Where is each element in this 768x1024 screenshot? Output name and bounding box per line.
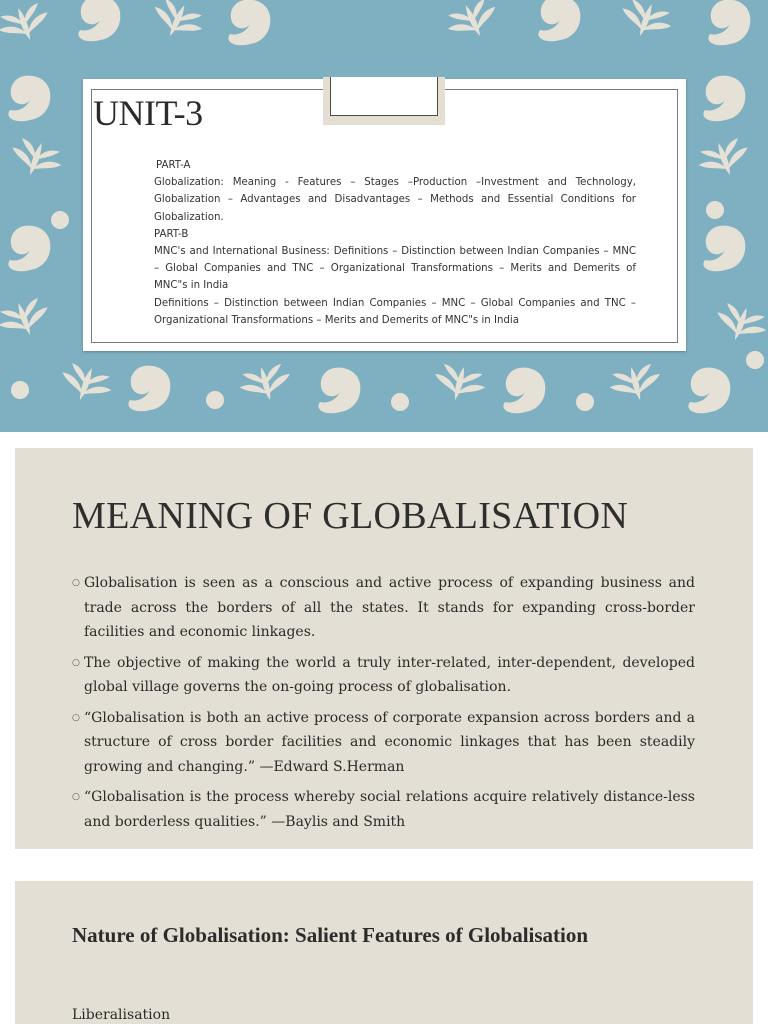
bullet-text: Globalisation is seen as a conscious and active process of expanding business and trade across the borders of all the states. It stands for expanding cross-border facilities and economic linkages.	[84, 575, 695, 640]
part-b-text-2: Definitions – Distinction between Indian Companies – MNC – Global Companies and TNC – Organizational Transformations – Merits and Demerits of MNC"s in India	[154, 297, 636, 326]
bullet-text: “Globalisation is both an active process of corporate expansion across borders and a structure of cross border facilities and economic linkages that has been steadily growing and changing.” —Edward S.Herman	[84, 709, 695, 775]
list-item	[72, 571, 695, 645]
title-tab-box	[330, 77, 438, 116]
hollow-circle-bullet-icon: ○	[72, 578, 80, 588]
bullet-list	[72, 571, 695, 840]
list-item	[72, 706, 695, 780]
syllabus-text	[154, 157, 636, 329]
hollow-circle-bullet-icon: ○	[72, 657, 80, 668]
part-b-text-1: MNC's and International Business: Definitions – Distinction between Indian Companies – MNC – Global Companies and TNC – Organizational Transformations – Merits and Demerits of MNC"s in India	[154, 246, 636, 292]
part-b-label: PART-B	[154, 228, 189, 240]
pattern-row-1	[0, 0, 750, 49]
title-tab-decoration	[323, 77, 445, 125]
list-item	[72, 785, 695, 834]
unit-title: UNIT-3	[93, 93, 203, 133]
bullet-text: “Globalisation is the process whereby social relations acquire relatively distance-less and borderless qualities.” —Baylis and Smith	[84, 789, 695, 830]
slide-title: MEANING OF GLOBALISATION	[72, 495, 629, 537]
list-item: Liberalisation	[72, 1007, 171, 1023]
part-a-label: PART-A	[156, 160, 191, 171]
hollow-circle-bullet-icon: ○	[72, 792, 80, 802]
pattern-row-4	[56, 351, 764, 413]
meaning-slide	[15, 448, 753, 849]
list-item	[72, 651, 695, 700]
slide-title: Nature of Globalisation: Salient Features of Globalisation	[72, 923, 589, 947]
cover-slide	[0, 0, 768, 432]
hollow-circle-bullet-icon: ○	[72, 712, 80, 723]
bullet-text: The objective of making the world a truly inter-related, inter-dependent, developed global village governs the on-going process of globalisation.	[84, 654, 695, 695]
nature-slide	[15, 881, 753, 1024]
part-a-text: Globalization: Meaning - Features – Stages –Production –Investment and Technology, Globalization – Advantages and Disadvantages – Methods and Essential Conditions for Globalization.	[154, 177, 636, 223]
